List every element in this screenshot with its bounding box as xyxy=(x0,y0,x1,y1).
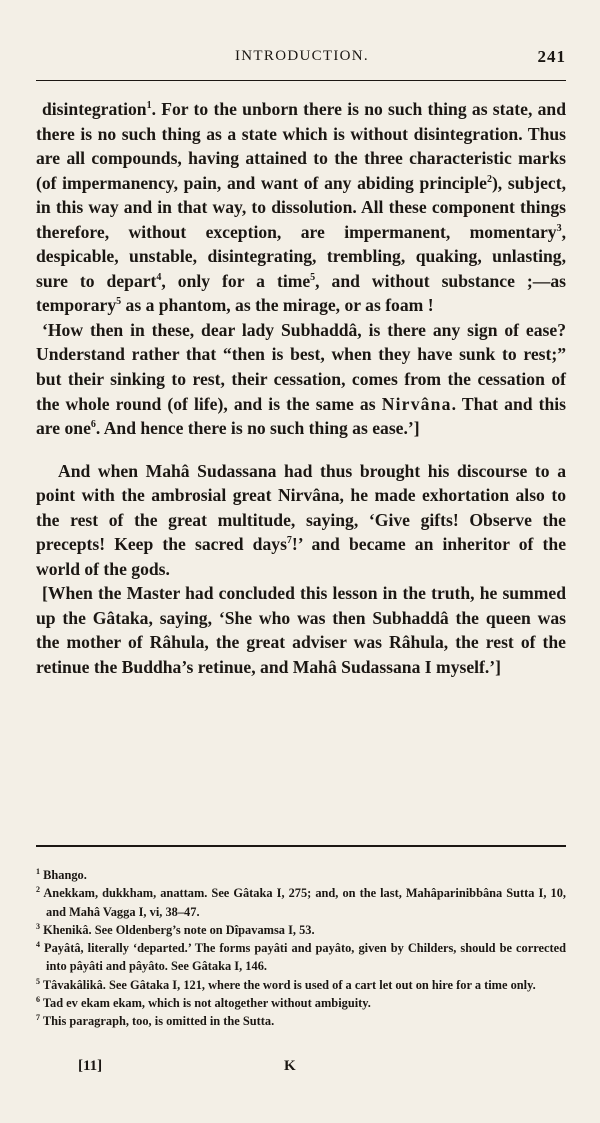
footnote-ref-1: 1 xyxy=(146,100,152,112)
folio xyxy=(78,1058,318,1075)
footnote-2: $^2$ Anekkam, dukkham, anattam. See Gâtaka I, 275; and, on the last, Mahâparinibbâna Sutta I, 10, and Mahâ Vagga I, vi, 38–47. xyxy=(36,885,566,919)
footnote-ref-7: 7 xyxy=(286,535,292,547)
footnote-1: $^1$ Bhango. xyxy=(36,866,87,882)
section-gap xyxy=(36,441,566,459)
header-rule xyxy=(36,80,566,81)
nirvana-term: Nirvâna xyxy=(381,393,452,414)
footnote-rule xyxy=(36,845,566,847)
footnote-6: $^6$ Tad ev ekam ekam, which is not altogether without ambiguity. xyxy=(36,994,371,1011)
footnote-ref-5: 5 xyxy=(310,271,316,283)
footnote-ref-6: 6 xyxy=(90,419,96,431)
footnote-ref-2: 2 xyxy=(486,173,492,185)
paragraph-3: And when Mahâ Sudassana had thus brought his discourse to a point with the ambrosial great Nirvâna, he made exhortation also to the rest of the great multitude, saying, ‘Give gifts! Observe the precepts! Keep the sacred days$^7$!’ and became an inheritor of the world of the gods. xyxy=(36,460,566,579)
footnotes xyxy=(36,866,566,1031)
footnote-7: $^7$ This paragraph, too, is omitted in the Sutta. xyxy=(36,1013,275,1029)
footnote-ref-5b: 5 xyxy=(116,296,122,308)
paragraph-1: disintegration$^1$. For to the unborn there is no such thing as state, and there is no such thing as a state which is without disintegration. Thus are all compounds, having attained to the three characteristic marks (of impermanency, pain, and want of any abiding principle$^2$), subject, in this way and in that way, to dissolution. All these component things therefore, without exception, are impermanent, momentary$^3$, despicable, unstable, disintegrating, trembling, quaking, unlasting, sure to depart$^4$, only for a time$^5$, and without substance ;—as temporary$^5$ as a phantom, as the mirage, or as foam ! xyxy=(36,99,566,316)
paragraph-4: [When the Master had concluded this lesson in the truth, he summed up the Gâtaka, saying, ‘She who was then Subhaddâ the queen was the mother of Râhula, the great adviser was Râhula, the rest of the retinue the Buddha’s retinue, and Mahâ Sudassana I myself.’] xyxy=(36,583,566,678)
footnote-ref-3: 3 xyxy=(556,222,562,234)
chapter-title: INTRODUCTION. xyxy=(235,48,369,64)
footnote-4: $^4$ Payâtâ, literally ‘departed.’ The forms payâti and payâto, given by Childers, should be corrected into pâyâti and pâyâto. See Gâtaka I, 146. xyxy=(36,940,566,974)
body-text xyxy=(36,97,566,680)
page-number: 241 xyxy=(537,47,566,66)
volume-mark: [11] xyxy=(78,1058,103,1074)
footnote-ref-4: 4 xyxy=(156,271,162,283)
running-head xyxy=(38,48,566,72)
footnote-5: $^5$ Tâvakâlikâ. See Gâtaka I, 121, where the word is used of a cart let out on hire for a time only. xyxy=(36,976,536,992)
signature-mark: K xyxy=(284,1058,296,1074)
footnote-3: $^3$ Khenikâ. See Oldenberg’s note on Dîpavamsa I, 53. xyxy=(36,921,315,937)
paragraph-2: ‘How then in these, dear lady Subhaddâ, is there any sign of ease? Understand rather that “then is best, when they have sunk to rest;” but their sinking to rest, their cessation, comes from the cessation of the whole round (of life), and is the same as Nirvâna. That and this are one$^6$. And hence there is no such thing as ease.’] xyxy=(36,319,566,439)
